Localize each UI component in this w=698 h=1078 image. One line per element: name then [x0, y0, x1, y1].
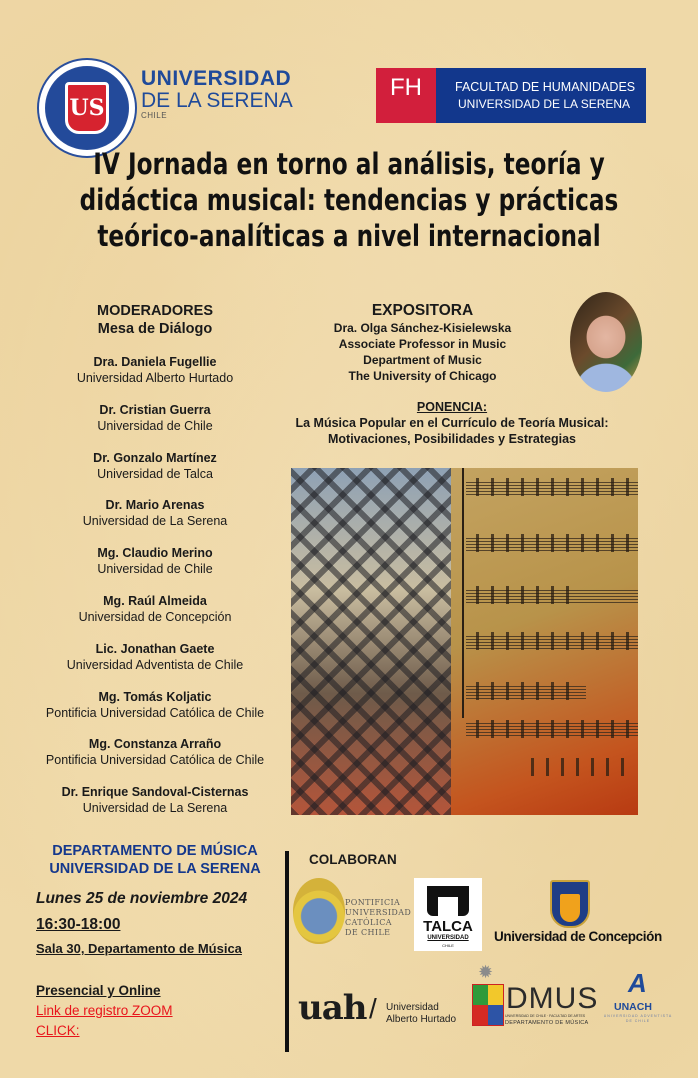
torch-icon [560, 894, 580, 922]
talk-section [262, 399, 642, 447]
moderator-name: Dr. Gonzalo Martínez [93, 450, 217, 465]
puc-wordmark [345, 898, 411, 938]
moderator-affiliation: Universidad de Talca [97, 466, 213, 481]
speaker-name: Dra. Olga Sánchez-Kisielewska [333, 321, 512, 335]
note-row [476, 720, 636, 738]
moderator-affiliation: Universidad de La Serena [82, 801, 228, 816]
organizer-line2: UNIVERSIDAD DE LA SERENA [49, 861, 261, 877]
puc-line3: CATÓLICA [345, 918, 392, 927]
note-row [476, 682, 576, 700]
moderator-item [30, 354, 280, 402]
moderator-name: Mg. Constanza Arraño [88, 737, 222, 752]
moderator-affiliation: Universidad Adventista de Chile [66, 657, 244, 672]
moderator-affiliation: Pontificia Universidad Católica de Chile [45, 705, 265, 720]
talca-logo [414, 878, 482, 951]
uls-seal-logo [37, 58, 137, 158]
title-line1: IV Jornada en torno al análisis, teoría y [93, 147, 605, 181]
event-mode: Presencial y Online [36, 983, 161, 998]
unach-line1: UNIVERSIDAD ADVENTISTA [603, 1014, 673, 1018]
mosaic-pattern [291, 468, 451, 815]
zoom-registration-link[interactable]: Link de registro ZOOM [36, 1003, 173, 1018]
speaker-heading: EXPOSITORA [371, 302, 474, 319]
uah-logo-mark: uah [298, 988, 367, 1028]
unach-subtitle [594, 1014, 682, 1024]
note-row [476, 632, 636, 650]
speaker-section [300, 302, 545, 384]
puc-seal-logo [293, 878, 345, 944]
faculty-logo [376, 68, 646, 123]
collaborators-heading: COLABORAN [309, 852, 397, 867]
talca-line3: CHILE [442, 943, 454, 948]
event-date: Lunes 25 de noviembre 2024 [36, 890, 248, 907]
moderator-item [30, 402, 280, 450]
moderator-name: Dra. Daniela Fugellie [93, 355, 217, 369]
event-title [0, 146, 698, 254]
moderator-item [30, 450, 280, 498]
moderators-heading: MODERADORES [96, 303, 213, 319]
unach-a-icon: A [628, 968, 647, 998]
speaker-institution: The University of Chicago [348, 369, 497, 383]
moderator-name: Mg. Claudio Merino [97, 546, 213, 561]
faculty-name [436, 68, 646, 123]
event-time: 16:30-18:00 [36, 916, 121, 933]
talk-title-line2: Motivaciones, Posibilidades y Estrategias [327, 432, 576, 446]
dmus-logo-mark: DMUS [506, 982, 599, 1015]
moderators-subheading: Mesa de Diálogo [97, 321, 213, 337]
moderators-section [30, 302, 280, 832]
moderator-affiliation: Universidad de Concepción [78, 609, 232, 624]
uah-slash: / [369, 993, 377, 1024]
organizer-line1: DEPARTAMENTO DE MÚSICA [52, 843, 258, 859]
moderator-item [30, 689, 280, 737]
udec-wordmark: Universidad de Concepción [494, 929, 662, 944]
dmus-line1: UNIVERSIDAD DE CHILE · FACULTAD DE ARTES [505, 1014, 586, 1018]
dmus-line2: DEPARTAMENTO DE MÚSICA [505, 1020, 589, 1026]
unach-wordmark: UNACH [614, 1001, 652, 1013]
puc-line4: DE CHILE [345, 928, 391, 937]
talca-line1: TALCA [423, 918, 473, 935]
uls-wordmark [141, 68, 293, 120]
talca-u-icon [427, 886, 469, 916]
faculty-name-line1: FACULTAD DE HUMANIDADES [455, 80, 636, 94]
unach-line2: DE CHILE [625, 1019, 651, 1023]
moderator-item [30, 545, 280, 593]
faculty-name-line2: UNIVERSIDAD DE LA SERENA [458, 97, 631, 111]
talca-line2: UNIVERSIDAD [427, 935, 469, 941]
uah-line2: Alberto Hurtado [386, 1014, 457, 1025]
uls-wordmark-line3: CHILE [141, 111, 168, 120]
note-row [531, 758, 636, 776]
moderator-item [30, 736, 280, 784]
uls-wordmark-line2: DE LA SERENA [141, 89, 293, 112]
uls-wordmark-line1: UNIVERSIDAD [141, 67, 292, 90]
note-row [476, 586, 576, 604]
puc-line1: PONTIFICIA [345, 898, 401, 907]
sheet-music-artwork [291, 468, 638, 815]
moderators-list [30, 354, 280, 832]
uchile-shield-logo [472, 984, 504, 1026]
puc-line2: UNIVERSIDAD [345, 908, 412, 917]
moderator-item [30, 784, 280, 832]
moderator-affiliation: Universidad de Chile [97, 418, 213, 433]
speaker-position: Associate Professor in Music [338, 337, 507, 351]
moderator-name: Dr. Cristian Guerra [99, 402, 211, 417]
vertical-divider [285, 851, 289, 1052]
moderator-affiliation: Universidad Alberto Hurtado [76, 371, 234, 385]
speaker-photo [570, 292, 642, 392]
speaker-department: Department of Music [363, 353, 482, 367]
faculty-abbr: FH [376, 68, 436, 123]
moderator-affiliation: Pontificia Universidad Católica de Chile [45, 753, 265, 768]
moderator-item [30, 593, 280, 641]
moderator-item [30, 641, 280, 689]
uah-wordmark [386, 1002, 456, 1026]
udec-shield-logo [550, 880, 590, 928]
organizer [30, 842, 280, 878]
moderator-affiliation: Universidad de La Serena [82, 514, 228, 529]
moderator-item [30, 497, 280, 545]
moderator-name: Lic. Jonathan Gaete [95, 641, 215, 656]
note-row [476, 534, 636, 552]
uah-line1: Universidad [386, 1002, 439, 1013]
talk-title-line1: La Música Popular en el Currículo de Teoría Musical: [295, 416, 609, 430]
uls-shield-icon: US [65, 82, 109, 134]
moderator-name: Dr. Enrique Sandoval-Cisternas [61, 785, 249, 800]
title-line3: teórico-analíticas a nivel internacional [97, 219, 601, 253]
star-icon: ✹ [478, 962, 494, 982]
moderator-name: Dr. Mario Arenas [105, 498, 205, 513]
talk-heading: PONENCIA: [416, 400, 488, 414]
click-link[interactable]: CLICK: [36, 1023, 80, 1038]
event-venue: Sala 30, Departamento de Música [36, 941, 242, 956]
barline [462, 468, 464, 718]
title-line2: didáctica musical: tendencias y prácticas [79, 183, 619, 217]
moderator-affiliation: Universidad de Chile [97, 562, 213, 577]
uls-seal-ring [45, 66, 129, 150]
moderator-name: Mg. Raúl Almeida [103, 593, 207, 608]
moderator-name: Mg. Tomás Koljatic [98, 689, 212, 704]
note-row [476, 478, 636, 496]
